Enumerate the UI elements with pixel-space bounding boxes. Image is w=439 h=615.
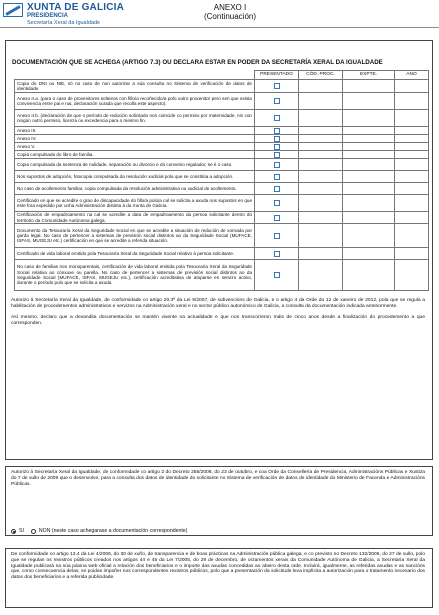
expte-field[interactable] <box>343 80 395 93</box>
ano-field[interactable] <box>395 151 429 159</box>
cod-proc-field[interactable] <box>299 93 343 110</box>
presentado-checkbox[interactable] <box>274 136 280 142</box>
cod-proc-field[interactable] <box>299 80 343 93</box>
expte-field[interactable] <box>343 93 395 110</box>
org-name: XUNTA DE GALICIA <box>27 2 125 13</box>
annex-subtitle: (Continuación) <box>203 12 257 21</box>
document-row <box>15 151 429 159</box>
document-row <box>15 159 429 171</box>
document-description: No caso de familias non monoparentais, certificación de vida laboral emitida pola Tesouraría Xeral da Seguridade Social relativa ao cónxuxe ou parella. No caso de pertencer a sistemas de previsión social distintos ao da Seguridade Social (MUFACE, ISFAS, MUGEJU etc.), certificación acreditativa de atoparse en servizo activo, durante o período polo que se solicita a axuda. <box>15 260 255 291</box>
column-header-cod-proc: CÓD. PROC. <box>299 71 343 80</box>
expte-field[interactable] <box>343 151 395 159</box>
presentado-checkbox[interactable] <box>274 128 280 134</box>
documentation-heading: DOCUMENTACIÓN QUE SE ACHEGA (ARTIGO 7.3) OU DECLARA ESTAR EN PODER DA SECRETARÍA XERAL DA IGUALDADE <box>12 59 383 66</box>
presentado-cell <box>255 135 299 143</box>
presentado-checkbox[interactable] <box>274 144 280 150</box>
expte-field[interactable] <box>343 143 395 151</box>
cod-proc-field[interactable] <box>299 110 343 127</box>
cod-proc-field[interactable] <box>299 159 343 171</box>
cod-proc-field[interactable] <box>299 151 343 159</box>
presentado-cell <box>255 224 299 248</box>
document-description: Anexo II.a. (para o caso de proxenitores solteiros con fillo/a recoñecido/a polo outro proxenitor pero sen que exista convivencia entre pai e nai, declaración xurada que recolla este aspecto). <box>15 93 255 110</box>
ano-field[interactable] <box>395 93 429 110</box>
documentation-table-header <box>15 71 429 80</box>
cod-proc-field[interactable] <box>299 248 343 260</box>
documentation-authorization-text: Autorizo á Secretaría Xeral da Igualdade, de conformidade co artigo 20.3ª da Lei 9/2007, de subvencións de Galicia, e o artigo 4 da Orde do 12 de xaneiro de 2012, pola que se regula a habilitación de procedementos administrativos e servizos na Administración xeral e no sector público autonómico de Galicia, a consulta da documentación indicada anteriormente. <box>11 298 425 309</box>
document-row <box>15 110 429 127</box>
consent-yes-radio[interactable] <box>11 529 16 534</box>
expte-field[interactable] <box>343 159 395 171</box>
presentado-checkbox[interactable] <box>274 251 280 257</box>
presentado-checkbox[interactable] <box>274 152 280 158</box>
expte-field[interactable] <box>343 224 395 248</box>
ano-field[interactable] <box>395 195 429 212</box>
document-row <box>15 224 429 248</box>
cod-proc-field[interactable] <box>299 212 343 224</box>
document-row <box>15 93 429 110</box>
identity-consent-text: Autorizo á Secretaría Xeral da Igualdade, de conformidade co artigo 2 do Decreto 255/2008, do 23 de outubro, e coa Orde da Consellería de Presidencia, Administracións Públicas e Xustiza do 7 de xullo de 2009 que o desenvolve, para a consulta dos datos de identidade do solicitante no Sistema de verificación de datos de identidade do Ministerio de Facenda e Administracións Públicas. <box>11 470 425 487</box>
expte-field[interactable] <box>343 195 395 212</box>
xunta-flag-logo <box>3 3 23 17</box>
presentado-checkbox[interactable] <box>274 162 280 168</box>
expte-field[interactable] <box>343 135 395 143</box>
consent-no-label: NON (neste caso achegarase a documentación correspondente) <box>38 528 188 534</box>
presentado-checkbox[interactable] <box>274 233 280 239</box>
ano-field[interactable] <box>395 183 429 195</box>
presentado-checkbox[interactable] <box>274 215 280 221</box>
ano-field[interactable] <box>395 224 429 248</box>
presentado-checkbox[interactable] <box>274 98 280 104</box>
consent-options <box>11 528 187 534</box>
document-description: Certificado en que se acredite o grao de discapacidade do fillo/a polo/a cal se solicita a axuda nos supostos en que este fora expedido por unha Administración distinta á da Xunta de Galicia. <box>15 195 255 212</box>
presentado-cell <box>255 195 299 212</box>
cod-proc-field[interactable] <box>299 143 343 151</box>
cod-proc-field[interactable] <box>299 195 343 212</box>
presentado-checkbox[interactable] <box>274 272 280 278</box>
presentado-cell <box>255 127 299 135</box>
ano-field[interactable] <box>395 212 429 224</box>
presentado-cell <box>255 260 299 291</box>
document-row <box>15 212 429 224</box>
document-description: Documento da Tesouraría Xeral da Seguridade Social en que se acredite a situación de redución de xornada por garda legal. No caso de pertencer a sistemas de previsión social distintos ao da Seguridade Social (MUFACE, ISFAS, MUGEJU etc.) certificación en que se acredite a referida situación. <box>15 224 255 248</box>
presentado-cell <box>255 80 299 93</box>
document-row <box>15 260 429 291</box>
document-row <box>15 248 429 260</box>
presentado-cell <box>255 93 299 110</box>
expte-field[interactable] <box>343 260 395 291</box>
document-description: Anexo II.b. (declaración de que o período de redución solicitado non coincide co permiso por maternidade, nin con ningún outro permiso, licenza ou excedencia para o mesmo fin. <box>15 110 255 127</box>
document-row <box>15 135 429 143</box>
documentation-declaration-text: Así mesmo, declaro que a devandita documentación se mantén vixente na actualidade e que non transcorreron máis de cinco anos desde a finalización do procedemento a que corresponden. <box>11 315 425 326</box>
document-description: Anexo IV. <box>15 135 255 143</box>
ano-field[interactable] <box>395 260 429 291</box>
sub-department-name: Secretaría Xeral da Igualdade <box>27 20 101 26</box>
presentado-checkbox[interactable] <box>274 186 280 192</box>
ano-field[interactable] <box>395 110 429 127</box>
department-name: PRESIDENCIA <box>27 13 69 19</box>
ano-field[interactable] <box>395 171 429 183</box>
column-header-presentado: PRESENTADO <box>255 71 299 80</box>
presentado-checkbox[interactable] <box>274 115 280 121</box>
annex-title: ANEXO I <box>213 3 247 12</box>
cod-proc-field[interactable] <box>299 127 343 135</box>
document-description: Certificación de empadroamento na cal se acredite a data de empadroamento da persoa solicitante dentro do territorio da Comunidade Autónoma galega. <box>15 212 255 224</box>
document-row <box>15 195 429 212</box>
expte-field[interactable] <box>343 171 395 183</box>
header-divider <box>0 27 439 28</box>
ano-field[interactable] <box>395 80 429 93</box>
ano-field[interactable] <box>395 159 429 171</box>
consent-yes-label: SI <box>19 528 24 534</box>
column-header-ano: ANO <box>395 71 429 80</box>
document-description: No caso de acollemento familiar, copia compulsada da resolución administrativa ou xudicial de acollemento. <box>15 183 255 195</box>
presentado-cell <box>255 110 299 127</box>
document-row <box>15 171 429 183</box>
publicity-notice-text: De conformidade co artigo 13.4 da Lei 4/2006, do 30 de xuño, de transparencia e de boas prácticas na Administración pública galega, e co previsto no Decreto 132/2006, do 27 de xullo, polo que se regulan os rexistros públicos creados nos artigos 44 e 45 da Lei 7/2005, do 29 de decembro, de orzamentos xerais da Comunidade Autónoma de Galicia, a Secretaría Xeral da Igualdade publicará na súa páxina web oficial a relación dos beneficiarios e o importe das axudas concedidas ao abeiro desta orde. Incluirá, igualmente, as referidas axudas e as sancións que, como consecuencia delas, se poidan impoñer nos correspondentes rexistros públicos, polo que a presentación da solicitude leva implícita a autorización para o tratamento necesario dos datos dos beneficiarios e a referida publicidade. <box>11 552 425 581</box>
consent-no-radio[interactable] <box>31 529 36 534</box>
document-description: Anexo V. <box>15 143 255 151</box>
document-description: Nos supostos de adopción, fotocopia compulsada da resolución xudicial pola que se constitúa a adopción. <box>15 171 255 183</box>
expte-field[interactable] <box>343 127 395 135</box>
presentado-cell <box>255 159 299 171</box>
document-description: Copia do DNI ou NIE, só no caso de non autorizar a súa consulta no Sistema de verificación de datos de identidade. <box>15 80 255 93</box>
column-header-expte: EXPTE. <box>343 71 395 80</box>
cod-proc-field[interactable] <box>299 135 343 143</box>
presentado-cell <box>255 183 299 195</box>
cod-proc-field[interactable] <box>299 183 343 195</box>
cod-proc-field[interactable] <box>299 171 343 183</box>
document-description: Certificado de vida laboral emitido pola Tesouraría Xeral da Seguridade Social relativo á persoa solicitante. <box>15 248 255 260</box>
presentado-cell <box>255 143 299 151</box>
document-row <box>15 127 429 135</box>
ano-field[interactable] <box>395 143 429 151</box>
expte-field[interactable] <box>343 248 395 260</box>
presentado-checkbox[interactable] <box>274 200 280 206</box>
presentado-cell <box>255 212 299 224</box>
ano-field[interactable] <box>395 248 429 260</box>
presentado-cell <box>255 171 299 183</box>
expte-field[interactable] <box>343 212 395 224</box>
documentation-table <box>14 70 429 291</box>
presentado-checkbox[interactable] <box>274 174 280 180</box>
document-row <box>15 183 429 195</box>
presentado-checkbox[interactable] <box>274 83 280 89</box>
document-row <box>15 143 429 151</box>
cod-proc-field[interactable] <box>299 224 343 248</box>
ano-field[interactable] <box>395 135 429 143</box>
document-description: Anexo III. <box>15 127 255 135</box>
document-description: Copia compulsada da sentenza de nulidade, separación ou divorcio e do convenio regulador, se é o caso. <box>15 159 255 171</box>
expte-field[interactable] <box>343 183 395 195</box>
document-row <box>15 80 429 93</box>
document-column-header <box>15 71 255 80</box>
expte-field[interactable] <box>343 110 395 127</box>
document-description: Copia compulsada do libro de familia. <box>15 151 255 159</box>
presentado-cell <box>255 248 299 260</box>
cod-proc-field[interactable] <box>299 260 343 291</box>
ano-field[interactable] <box>395 127 429 135</box>
presentado-cell <box>255 151 299 159</box>
